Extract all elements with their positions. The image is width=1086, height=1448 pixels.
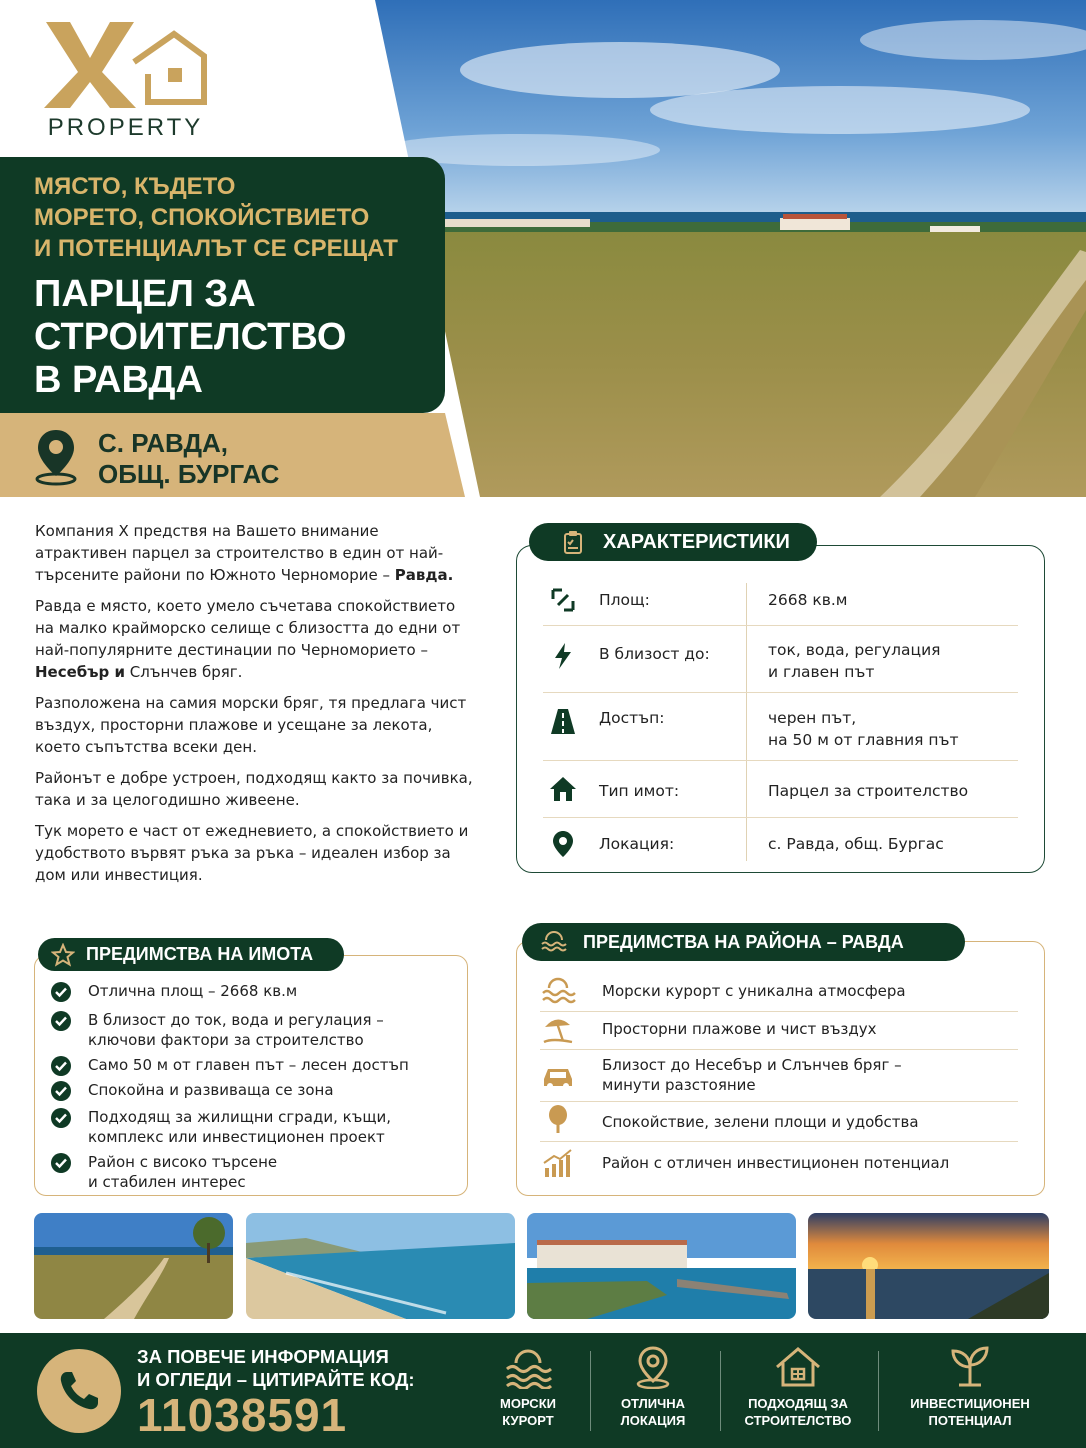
check-circle-icon [51, 1108, 71, 1128]
clipboard-icon [561, 530, 585, 554]
sea-waves-icon [540, 976, 576, 1006]
area-measure-icon [549, 586, 577, 614]
footer-feature-line: КУРОРТ [502, 1413, 554, 1428]
intro-bold: Равда. [394, 566, 454, 584]
house-icon [773, 1345, 823, 1389]
reference-code: 11038591 [137, 1389, 348, 1441]
footer-feature-location [603, 1345, 703, 1429]
characteristic-value: Парцел за строителство [768, 782, 969, 800]
characteristic-label: Достъп: [599, 709, 665, 727]
footer-separator [878, 1351, 879, 1431]
characteristic-value: ток, вода, регулация [768, 641, 941, 659]
tree-icon [540, 1104, 576, 1134]
location-line: ОБЩ. БУРГАС [98, 459, 280, 489]
check-circle-icon [51, 1153, 71, 1173]
star-icon [51, 943, 75, 967]
photo-resort-coast [527, 1213, 796, 1319]
title-line: СТРОИТЕЛСТВО [34, 316, 347, 358]
footer-feature-label [603, 1395, 703, 1429]
area-advantages-heading-text: ПРЕДИМСТВА НА РАЙОНА – РАВДА [583, 932, 904, 952]
footer-call-line: И ОГЛЕДИ – ЦИТИРАЙТЕ КОД: [137, 1369, 415, 1390]
characteristic-value: с. Равда, общ. Бургас [768, 835, 944, 853]
characteristic-label: Тип имот: [599, 782, 680, 800]
sea-waves-icon [540, 930, 568, 954]
logo-text: PROPERTY [47, 114, 204, 141]
sea-waves-icon [503, 1345, 553, 1389]
advantage-text: Район с високо търсене и стабилен интерес [88, 1153, 278, 1191]
photo-sunset [808, 1213, 1049, 1319]
title-line: В РАВДА [34, 359, 203, 401]
footer-feature-line: ИНВЕСТИЦИОНЕН [910, 1396, 1030, 1411]
advantage-text: Спокойна и развиваща се зона [88, 1081, 334, 1099]
footer-feature-line: МОРСКИ [500, 1396, 556, 1411]
lightning-icon [549, 642, 577, 670]
location-pin-icon [549, 830, 577, 858]
characteristic-label: Локация: [599, 835, 675, 853]
footer-call-text [137, 1345, 415, 1391]
location-title [98, 428, 279, 490]
beach-umbrella-icon [540, 1015, 576, 1045]
characteristic-row [543, 583, 1018, 626]
title-line: ПАРЦЕЛ ЗА [34, 273, 256, 315]
location-pin-icon [628, 1345, 678, 1389]
footer-feature-sea [478, 1345, 578, 1429]
photo-beach [246, 1213, 515, 1319]
characteristic-row [543, 626, 1018, 693]
page-title [34, 273, 434, 402]
area-advantage-text: Морски курорт с уникална атмосфера [602, 982, 906, 1000]
road-icon [549, 707, 577, 735]
intro-text [35, 520, 475, 895]
characteristic-label: Площ: [599, 591, 650, 609]
growth-chart-icon [540, 1148, 576, 1178]
advantage-text: В близост до ток, вода и регулация – ключови фактори за строителство [88, 1011, 384, 1049]
area-advantage-text: Район с отличен инвестиционен потенциал [602, 1154, 950, 1172]
tagline-line: И ПОТЕНЦИАЛЪТ СЕ СРЕЩАТ [34, 235, 398, 262]
footer-feature-label [478, 1395, 578, 1429]
footer-feature-line: ПОТЕНЦИАЛ [928, 1413, 1012, 1428]
intro-text-span: Компания Х предствя на Вашето внимание атрактивен парцел за строителство в един от най-търсените райони по Южното Черноморие – [35, 522, 444, 584]
characteristic-value: на 50 м от главния път [768, 731, 959, 749]
area-advantage-text: Близост до Несебър и Слънчев бряг – минути разстояние [602, 1056, 902, 1094]
tagline [34, 171, 434, 264]
property-advantages-heading-text: ПРЕДИМСТВА НА ИМОТА [86, 944, 314, 964]
tagline-line: МОРЕТО, СПОКОЙСТВИЕТО [34, 204, 370, 231]
footer-feature-line: ОТЛИЧНА [620, 1396, 686, 1411]
check-circle-icon [51, 982, 71, 1002]
area-advantage-text: Спокойствие, зелени площи и удобства [602, 1113, 919, 1131]
phone-icon [57, 1369, 101, 1413]
footer-feature-building [732, 1345, 864, 1429]
car-icon [540, 1061, 576, 1091]
check-circle-icon [51, 1011, 71, 1031]
footer-feature-label [895, 1395, 1045, 1429]
area-advantage-row [540, 970, 1018, 1012]
area-advantage-row [540, 1012, 1018, 1050]
footer-feature-label [732, 1395, 864, 1429]
characteristic-value: 2668 кв.м [768, 591, 848, 609]
characteristic-value: и главен път [768, 663, 875, 681]
intro-paragraph: Разположена на самия морски бряг, тя предлага чист въздух, просторни плажове и усещане за лекота, което съпътства всеки ден. [35, 694, 467, 756]
intro-paragraph: Тук морето е част от ежедневието, а спокойствието и удобството вървят ръка за ръка – идеален избор за дом или инвестиция. [35, 822, 469, 884]
characteristic-value: черен път, [768, 709, 857, 727]
intro-bold: Несебър и [35, 663, 126, 681]
intro-text-span: Равда е място, което умело съчетава спокойствието на малко крайморско селище с близостта до едни от най-популярните дестинации по Черноморието – [35, 597, 461, 659]
advantage-text: Отлична площ – 2668 кв.м [88, 982, 298, 1000]
footer-separator [590, 1351, 591, 1431]
intro-text-span: Слънчев бряг. [125, 663, 243, 681]
phone-badge [37, 1349, 121, 1433]
sprout-icon [945, 1345, 995, 1389]
characteristic-row [543, 818, 1018, 870]
intro-paragraph [35, 595, 475, 683]
area-advantages-heading [522, 923, 965, 961]
footer-feature-investment [895, 1345, 1045, 1429]
footer-call-line: ЗА ПОВЕЧЕ ИНФОРМАЦИЯ [137, 1346, 389, 1367]
house-icon [549, 775, 577, 803]
tagline-line: МЯСТО, КЪДЕТО [34, 173, 236, 200]
advantage-text: Само 50 м от главен път – лесен достъп [88, 1056, 409, 1074]
area-advantage-text: Просторни плажове и чист въздух [602, 1020, 877, 1038]
area-advantage-row [540, 1142, 1018, 1186]
footer-separator [720, 1351, 721, 1431]
photo-field-path [34, 1213, 233, 1319]
location-line: С. РАВДА, [98, 428, 229, 458]
footer-feature-line: СТРОИТЕЛСТВО [744, 1413, 852, 1428]
intro-paragraph: Районът е добре устроен, подходящ както за почивка, така и за целогодишно живеене. [35, 769, 473, 809]
property-advantages-heading [38, 938, 344, 971]
area-advantage-row [540, 1102, 1018, 1142]
intro-paragraph [35, 520, 475, 586]
area-advantage-row [540, 1050, 1018, 1102]
characteristics-heading-text: ХАРАКТЕРИСТИКИ [603, 531, 790, 553]
location-pin-icon [33, 428, 79, 486]
advantage-text: Подходящ за жилищни сгради, къщи, комплекс или инвестиционен проект [88, 1108, 391, 1146]
characteristic-row [543, 761, 1018, 818]
footer-feature-line: ПОДХОДЯЩ ЗА [748, 1396, 848, 1411]
characteristic-label: В близост до: [599, 645, 710, 663]
footer-feature-line: ЛОКАЦИЯ [620, 1413, 686, 1428]
characteristics-heading [529, 523, 817, 561]
check-circle-icon [51, 1081, 71, 1101]
check-circle-icon [51, 1056, 71, 1076]
characteristic-row [543, 693, 1018, 761]
